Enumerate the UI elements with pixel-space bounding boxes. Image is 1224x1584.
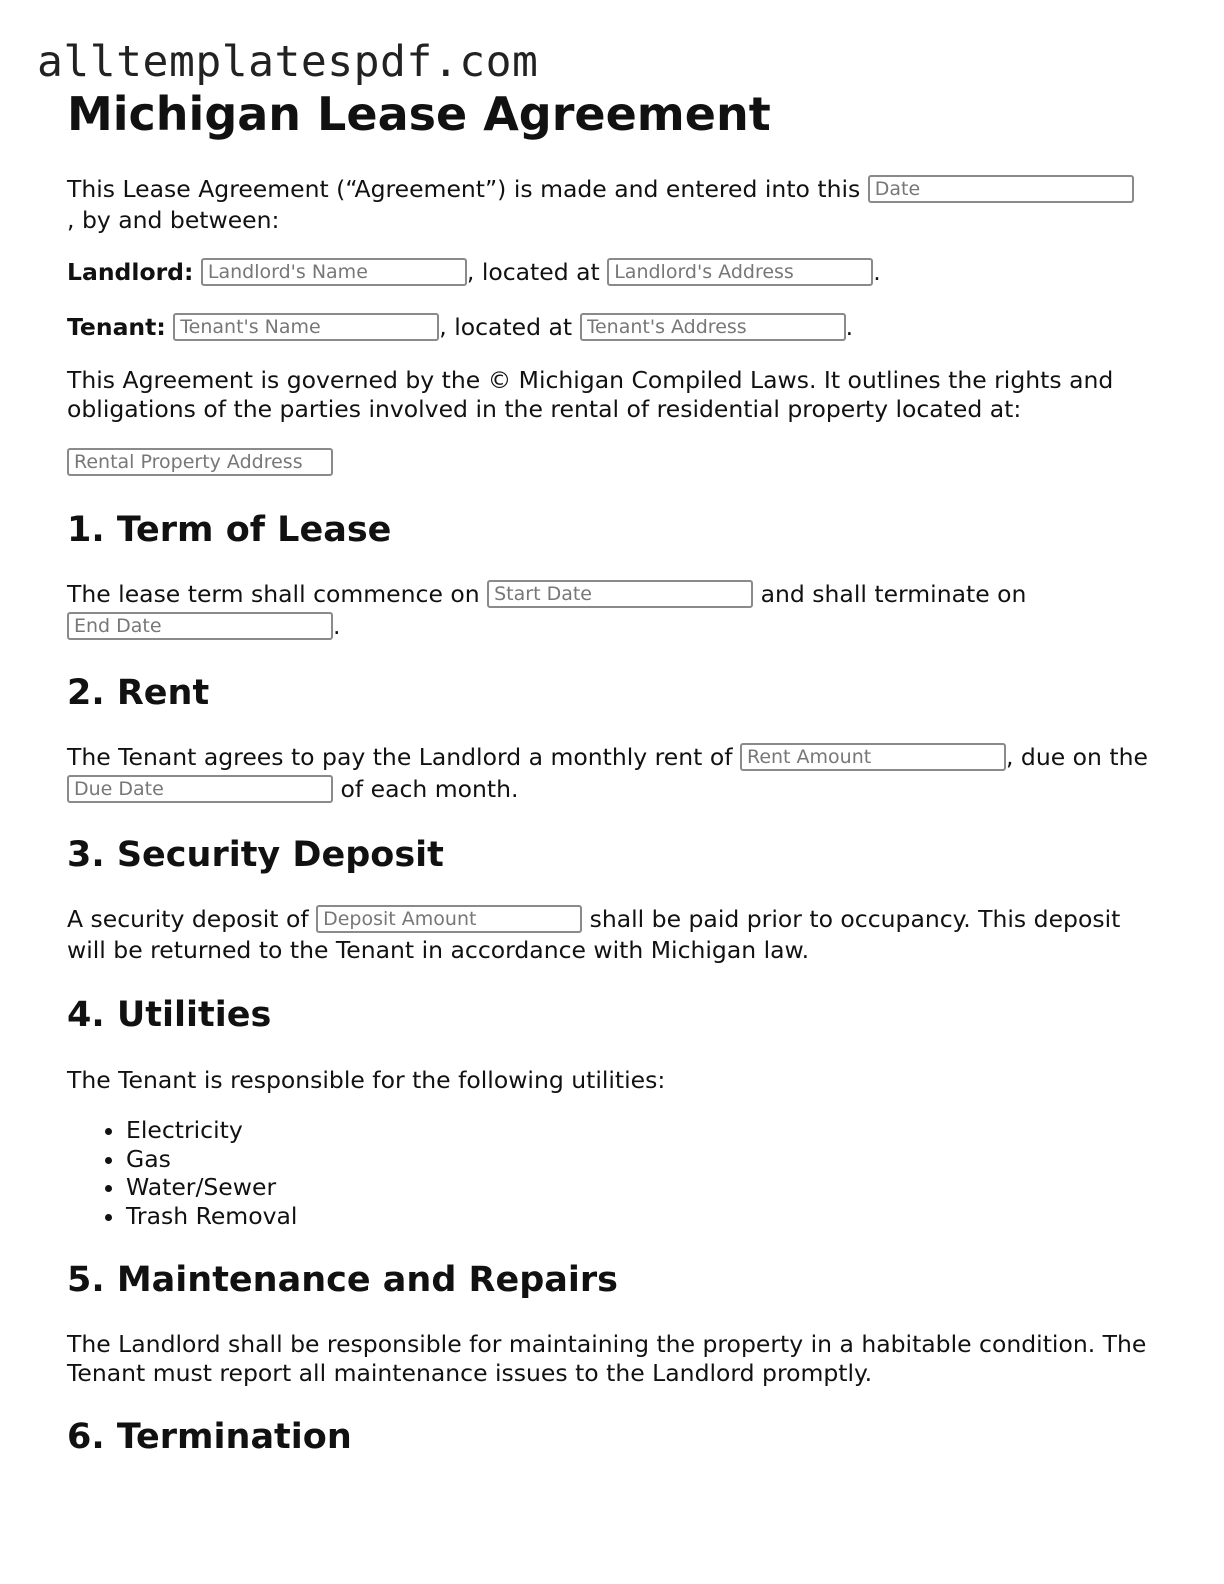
landlord-address-field[interactable] xyxy=(607,258,873,286)
section-heading-rent: 2. Rent xyxy=(67,673,210,713)
maintenance-paragraph: The Landlord shall be responsible for maintaining the property in a habitable condition. The Tenant must report all maintenance issues to the Landlord promptly. xyxy=(67,1330,1147,1387)
rent-paragraph xyxy=(67,741,1152,805)
utility-item: • Electricity xyxy=(126,1116,1211,1145)
agreement-date-field[interactable] xyxy=(868,175,1134,203)
due-date-field[interactable] xyxy=(67,775,333,803)
governing-paragraph: This Agreement is governed by the © Michigan Compiled Laws. It outlines the rights and obligations of the parties involved in the rental of residential property located at: xyxy=(67,366,1114,423)
tenant-line xyxy=(67,312,1152,343)
rent-amount-field[interactable] xyxy=(740,743,1006,771)
page-title: Michigan Lease Agreement xyxy=(67,87,771,141)
deposit-text-before: A security deposit of xyxy=(67,905,309,933)
utilities-list xyxy=(67,1116,1211,1230)
utility-item: • Water/Sewer xyxy=(126,1173,1211,1202)
property-address-row xyxy=(67,448,1152,476)
term-text-end: . xyxy=(333,612,341,640)
tenant-end: . xyxy=(845,313,854,341)
landlord-located-text: , located at xyxy=(466,258,600,286)
landlord-label: Landlord: xyxy=(67,258,194,286)
tenant-label: Tenant: xyxy=(67,313,166,341)
rent-text-before: The Tenant agrees to pay the Landlord a monthly rent of xyxy=(67,743,733,771)
utility-item: • Gas xyxy=(126,1145,1211,1174)
deposit-amount-field[interactable] xyxy=(316,905,582,933)
landlord-line xyxy=(67,257,1152,288)
utility-item: • Trash Removal xyxy=(126,1202,1211,1231)
term-text-middle: and shall terminate on xyxy=(760,580,1027,608)
landlord-name-field[interactable] xyxy=(201,258,467,286)
term-paragraph xyxy=(67,578,1152,642)
deposit-text-after: shall be paid prior to occupancy. This deposit will be returned to the Tenant in accordance with Michigan law. xyxy=(67,905,1121,964)
start-date-field[interactable] xyxy=(487,580,753,608)
rent-text-end: of each month. xyxy=(340,775,519,803)
term-text-before: The lease term shall commence on xyxy=(67,580,480,608)
end-date-field[interactable] xyxy=(67,612,333,640)
tenant-located-text: , located at xyxy=(439,313,573,341)
deposit-paragraph xyxy=(67,904,1152,966)
tenant-address-field[interactable] xyxy=(580,313,846,341)
section-heading-term: 1. Term of Lease xyxy=(67,510,392,550)
intro-paragraph xyxy=(67,174,1152,235)
utilities-intro: The Tenant is responsible for the following utilities: xyxy=(67,1066,666,1094)
intro-text-after: , by and between: xyxy=(67,205,280,234)
site-watermark: alltemplatespdf.com xyxy=(37,37,539,87)
rental-property-address-field[interactable] xyxy=(67,448,333,476)
rent-text-middle: , due on the xyxy=(1005,743,1148,771)
section-heading-termination: 6. Termination xyxy=(67,1417,352,1457)
section-heading-utilities: 4. Utilities xyxy=(67,995,272,1035)
landlord-end: . xyxy=(873,258,881,286)
section-heading-deposit: 3. Security Deposit xyxy=(67,835,444,875)
intro-text: This Lease Agreement (“Agreement”) is made and entered into this xyxy=(67,175,861,203)
tenant-name-field[interactable] xyxy=(173,313,439,341)
section-heading-maintenance: 5. Maintenance and Repairs xyxy=(67,1260,619,1300)
